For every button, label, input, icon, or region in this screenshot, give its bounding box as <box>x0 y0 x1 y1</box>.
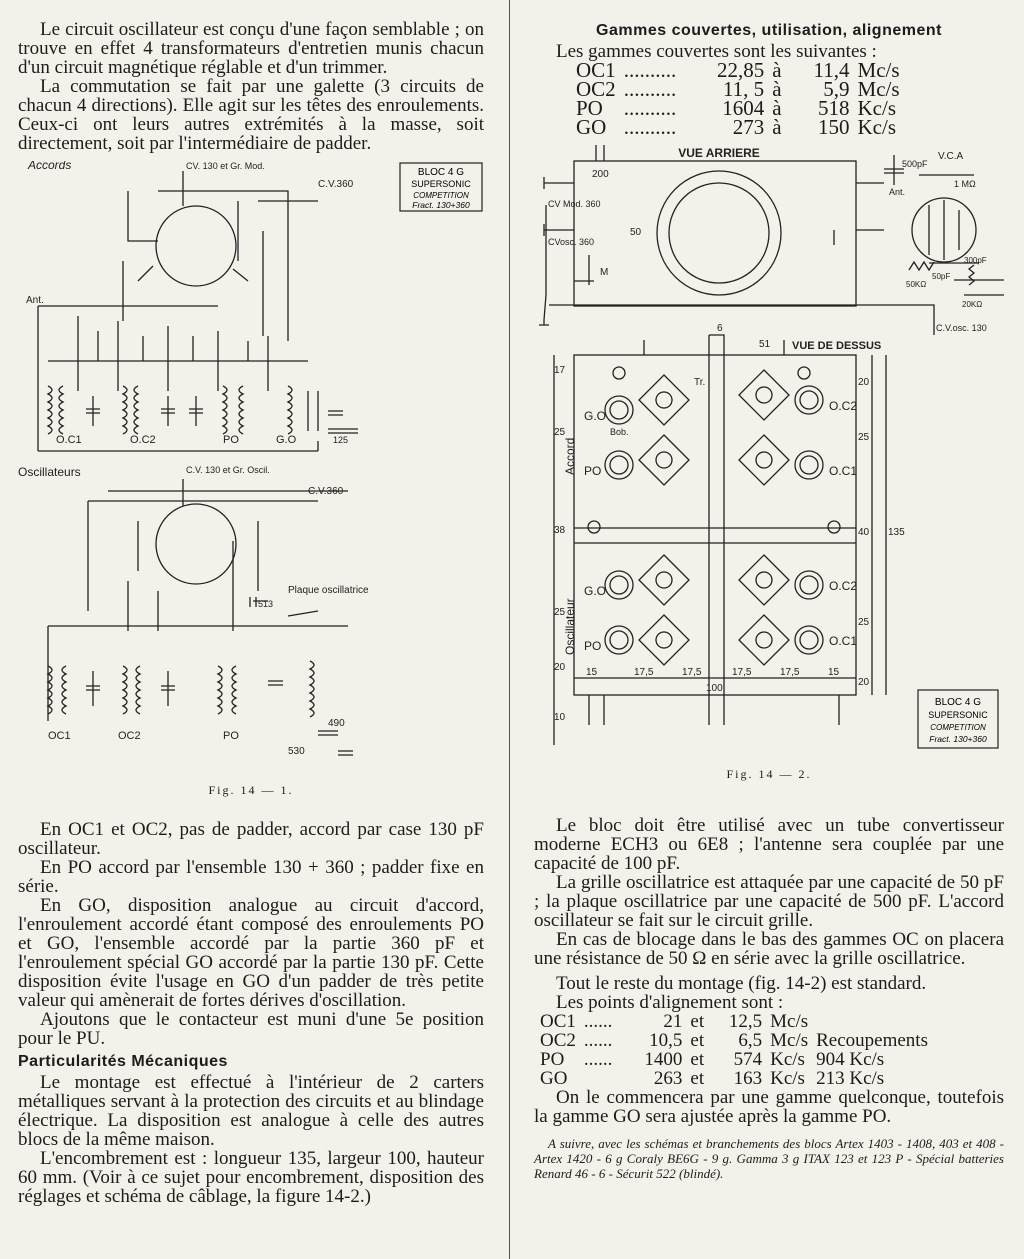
table-row <box>572 118 904 137</box>
label-1m: 1 MΩ <box>954 179 976 189</box>
label-300pf: 300pF <box>964 256 987 265</box>
unit-cell: Kc/s <box>857 115 897 139</box>
dim-right: 25 <box>858 617 870 628</box>
value-cell: 574 <box>733 1049 763 1070</box>
recoup-cell <box>812 1012 932 1031</box>
paragraph-grille: La grille oscillatrice est attaquée par une capacité de 50 pF ; la plaque oscillatrice par une capacité de 500 pF. L'accord oscillateur se fait sur le circuit grille. <box>534 872 1004 931</box>
unit-cell: Mc/s <box>857 77 900 101</box>
paragraph-oscillator-circuit: Le circuit oscillateur est conçu d'une façon semblable ; on trouve en effet 4 transformateurs d'entretien munis chacun d'un circuit magnétique réglable et d'un trimmer. <box>18 19 484 78</box>
unit-cell: Kc/s <box>770 1049 805 1070</box>
table-row <box>536 1069 932 1088</box>
left-column <box>18 0 484 1206</box>
label-cvmod: CV Mod. 360 <box>548 199 601 209</box>
label-513: 513 <box>258 599 274 609</box>
value-cell: 163 <box>733 1068 763 1089</box>
label-po-bot: PO <box>584 639 602 653</box>
figure-14-1-schematic <box>18 161 484 781</box>
figure-14-2-drawing <box>534 145 1004 765</box>
paragraph-blocage: En cas de blocage dans le bas des gammes OC on placera une résistance de 50 Ω en série avec la grille oscillatrice. <box>534 929 1004 969</box>
dim-right: 40 <box>858 527 870 538</box>
dots-cell: .......... <box>623 58 677 82</box>
label-125: 125 <box>333 435 349 445</box>
band-cell: PO <box>576 96 603 120</box>
dim-left: 25 <box>554 607 566 618</box>
band-cell: GO <box>540 1068 568 1089</box>
dim-left: 38 <box>554 525 566 536</box>
label-cvosc: CVosc. 360 <box>548 237 595 247</box>
paragraph-encombrement: L'encombrement est : longueur 135, largeur 100, hauteur 60 mm. (Voir à ce sujet pour encombrement, disposition des réglages et schéma de câblage, la figure 14-2.) <box>18 1148 484 1207</box>
paragraph-commutation: La commutation se fait par une galette (3 circuits de chacun 4 directions). Elle agit sur les têtes des enroulements. Ceux-ci ont leurs autres extrémités à la masse, soit directement, soit par l'intermédiaire de padder. <box>18 76 484 154</box>
dim-bottom: 17,5 <box>634 667 654 678</box>
label-cv360b: C.V.360 <box>308 486 344 497</box>
label-cv-osc: C.V. 130 et Gr. Oscil. <box>186 465 270 475</box>
block-line: SUPERSONIC <box>928 710 988 720</box>
paragraph-bloc-usage: Le bloc doit être utilisé avec un tube convertisseur moderne ECH3 ou 6E8 ; l'antenne sera couplée par une capacité de 100 pF. <box>534 815 1004 874</box>
unit-cell: Mc/s <box>770 1011 809 1032</box>
table-row <box>536 1031 932 1050</box>
value-cell: 273 <box>732 115 765 139</box>
label-po-top: PO <box>584 464 602 478</box>
value-cell: 6,5 <box>738 1030 763 1051</box>
recoup-cell: 904 Kc/s <box>816 1049 885 1070</box>
label-50pf: 50pF <box>932 272 951 281</box>
label-oc1: O.C1 <box>56 434 82 446</box>
unit-cell: Mc/s <box>770 1030 809 1051</box>
band-cell: OC2 <box>540 1030 576 1051</box>
value-cell: 22,85 <box>716 58 765 82</box>
paragraph-montage: Le montage est effectué à l'intérieur de 2 carters métalliques servant à la protection des circuits et au blindage électrique. La disposition est analogue à celle des autres blocs de la même maison. <box>18 1072 484 1150</box>
value-cell: 150 <box>818 115 850 139</box>
value-cell: 21 <box>663 1011 683 1032</box>
band-cell: OC2 <box>576 77 616 101</box>
label-oc1-top: O.C1 <box>829 464 858 478</box>
dim-bottom: 15 <box>586 667 598 678</box>
label-oc1-bot: O.C1 <box>829 634 858 648</box>
block-label-box-2 <box>918 690 998 748</box>
dots-cell: .......... <box>623 115 677 139</box>
label-vca: V.C.A <box>938 151 964 162</box>
sep-cell: à <box>772 58 782 82</box>
dim-right: 25 <box>858 432 870 443</box>
heading-gammes: Gammes couvertes, utilisation, alignement <box>596 22 942 39</box>
paragraph-po: En PO accord par l'ensemble 130 + 360 ; padder fixe en série. <box>18 857 484 897</box>
label-tr: Tr. <box>694 377 706 388</box>
paragraph-standard: Tout le reste du montage (fig. 14-2) est standard. <box>556 973 927 994</box>
dim-135: 135 <box>888 527 905 538</box>
sep-cell: et <box>690 1068 705 1089</box>
paragraph-go: En GO, disposition analogue au circuit d'accord, l'enroulement accordé étant composé des enroulements PO et GO, l'ensemble accordé par la partie 360 pF et l'enroulement spécial GO accordé par la partie 130 pF. Cette disposition évite l'usage en GO d'un padder de très petite valeur qui amènerait de fortes dérives d'oscillation. <box>18 895 484 1011</box>
dim-bottom: 17,5 <box>682 667 702 678</box>
label-accord-vertical: Accord <box>563 437 577 475</box>
paragraph-pu: Ajoutons que le contacteur est muni d'une 5e position pour le PU. <box>18 1009 484 1049</box>
label-go-top: G.O <box>584 409 607 423</box>
block-line: BLOC 4 G <box>417 167 465 178</box>
value-cell: 1604 <box>722 96 765 120</box>
label-plaque: Plaque oscillatrice <box>288 585 369 596</box>
sep-cell: à <box>772 96 782 120</box>
figure-caption-14-2: Fig. 14 — 2. <box>726 767 812 781</box>
sep-cell: et <box>690 1011 705 1032</box>
dim-left: 17 <box>554 365 566 376</box>
dim-left: 10 <box>554 712 566 723</box>
dots-cell: ...... <box>583 1011 613 1032</box>
paragraph-points: Les points d'alignement sont : <box>556 992 784 1013</box>
right-column <box>534 0 1004 1181</box>
table-row <box>536 1050 932 1069</box>
value-cell: 5,9 <box>823 77 850 101</box>
sep-cell: et <box>690 1030 705 1051</box>
dots-cell: ...... <box>583 1049 613 1070</box>
paragraph-commencera: On le commencera par une gamme quelconque, toutefois la gamme GO sera ajustée après la gamme PO. <box>534 1087 1004 1127</box>
label-50: 50 <box>630 227 642 238</box>
label-50k: 50KΩ <box>906 280 927 289</box>
label-500pf: 500pF <box>902 159 928 169</box>
label-51: 51 <box>759 339 771 350</box>
unit-cell: Mc/s <box>857 58 900 82</box>
label-po: PO <box>223 434 239 446</box>
label-go-bot: G.O <box>584 584 607 598</box>
label-bob: Bob. <box>610 427 629 437</box>
dim-bottom: 17,5 <box>732 667 752 678</box>
label-oc1b: OC1 <box>48 730 71 742</box>
recoup-label: Recoupements <box>816 1030 928 1051</box>
table-row <box>536 1012 932 1031</box>
block-line: SUPERSONIC <box>411 179 471 189</box>
dim-right: 20 <box>858 377 870 388</box>
label-oscillateur-vertical: Oscillateur <box>563 598 577 655</box>
dim-left: 20 <box>554 662 566 673</box>
value-cell: 518 <box>818 96 850 120</box>
dots-cell: .......... <box>623 77 677 101</box>
label-ant2: Ant. <box>889 187 906 197</box>
dots-cell <box>580 1069 617 1088</box>
paragraph-gammes-intro: Les gammes couvertes sont les suivantes : <box>556 41 877 62</box>
label-490: 490 <box>328 718 345 729</box>
value-cell: 10,5 <box>649 1030 683 1051</box>
label-200: 200 <box>592 169 609 180</box>
footnote-a-suivre: A suivre, avec les schémas et branchements des blocs Artex 1403 - 1408, 403 et 408 - Artex 1420 - 6 g Coraly BE6G - 9 g. Gamma 3 g ITAX 123 et 123 P - Spécial batteries Renard 46 - 6 - Sécurit 522 (blindé). <box>534 1136 1004 1181</box>
sep-cell: et <box>690 1049 705 1070</box>
block-line: COMPETITION <box>930 723 986 732</box>
block-line: Fract. 130+360 <box>929 734 987 744</box>
band-cell: PO <box>540 1049 565 1070</box>
dim-right: 20 <box>858 677 870 688</box>
label-oc2: O.C2 <box>130 434 156 446</box>
label-cv-accord: CV. 130 et Gr. Mod. <box>186 161 265 171</box>
recoup-cell: 213 Kc/s <box>816 1068 885 1089</box>
sep-cell: à <box>772 77 782 101</box>
unit-cell: Kc/s <box>770 1068 805 1089</box>
label-go: G.O <box>276 434 297 446</box>
dim-bottom: 17,5 <box>780 667 800 678</box>
band-cell: GO <box>576 115 607 139</box>
label-6: 6 <box>717 323 723 334</box>
block-line: Fract. 130+360 <box>412 200 470 210</box>
paragraph-oc: En OC1 et OC2, pas de padder, accord par case 130 pF oscillateur. <box>18 819 484 859</box>
figure-caption-14-1: Fig. 14 — 1. <box>208 783 294 797</box>
label-20k: 20KΩ <box>962 300 983 309</box>
label-oscillateurs: Oscillateurs <box>18 465 81 479</box>
value-cell: 1400 <box>644 1049 683 1070</box>
value-cell: 11, 5 <box>722 77 765 101</box>
label-oc2-top: O.C2 <box>829 399 858 413</box>
dim-100: 100 <box>706 683 723 694</box>
dim-left: 25 <box>554 427 566 438</box>
label-vue-dessus: VUE DE DESSUS <box>792 340 882 352</box>
dim-bottom: 15 <box>828 667 840 678</box>
heading-mecaniques: Particularités Mécaniques <box>18 1053 228 1070</box>
band-cell: OC1 <box>540 1011 576 1032</box>
block-label-box <box>400 163 482 211</box>
ranges-table <box>572 58 904 139</box>
unit-cell: Kc/s <box>857 96 897 120</box>
alignment-table <box>536 1012 932 1088</box>
block-line: BLOC 4 G <box>934 697 982 708</box>
block-line: COMPETITION <box>413 191 469 200</box>
dots-cell: ...... <box>583 1030 613 1051</box>
label-cv360: C.V.360 <box>318 179 354 190</box>
sep-cell: à <box>772 115 782 139</box>
label-m: M <box>600 267 609 278</box>
label-pob: PO <box>223 730 239 742</box>
label-cvosc130: C.V.osc. 130 <box>936 323 987 333</box>
value-cell: 12,5 <box>728 1011 763 1032</box>
label-ant: Ant. <box>26 295 44 306</box>
label-530: 530 <box>288 746 305 757</box>
label-oc2-bot: O.C2 <box>829 579 858 593</box>
column-divider <box>509 0 510 1259</box>
label-accords: Accords <box>28 161 72 172</box>
value-cell: 11,4 <box>813 58 850 82</box>
value-cell: 263 <box>653 1068 683 1089</box>
label-oc2b: OC2 <box>118 730 141 742</box>
dots-cell: .......... <box>623 96 677 120</box>
band-cell: OC1 <box>576 58 616 82</box>
label-vue-arriere: VUE ARRIERE <box>678 146 760 160</box>
